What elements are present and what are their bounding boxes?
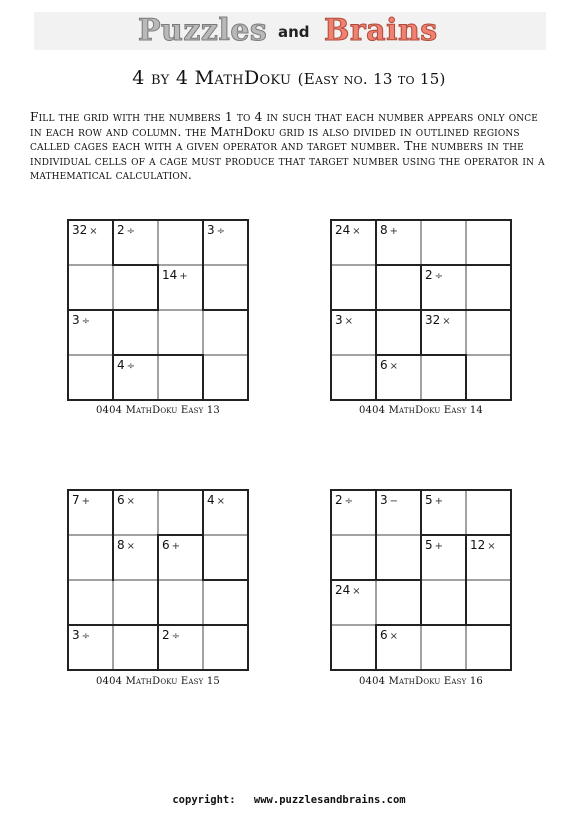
cage-clue: 6 × <box>380 358 399 372</box>
cage-clue: 32 × <box>72 223 98 237</box>
cage-clue: 2 ÷ <box>117 223 136 237</box>
site-banner <box>34 12 546 50</box>
cage-operator: × <box>389 361 399 372</box>
cage-operator: ÷ <box>434 271 444 282</box>
cage-clue: 5 + <box>425 538 444 552</box>
puzzle-svg-16 <box>331 490 511 670</box>
cage-operator: × <box>126 496 136 507</box>
puzzle-caption-15: 0404 MathDoku Easy 15 <box>95 676 220 687</box>
cage-clue: 3 × <box>335 313 354 327</box>
cage-clue: 3 − <box>380 493 399 507</box>
title-subtitle: (Easy no. 13 to 15) <box>297 70 446 88</box>
copyright-footer <box>0 794 578 806</box>
puzzle-caption-13: 0404 MathDoku Easy 13 <box>95 405 220 416</box>
puzzle-grid-15 <box>68 490 248 670</box>
puzzle-grid-16 <box>331 490 511 670</box>
puzzle-grid-13 <box>68 220 248 400</box>
cage-operator: ÷ <box>126 226 136 237</box>
cage-operator: × <box>89 226 98 237</box>
cage-clue: 2 ÷ <box>335 493 354 507</box>
puzzle-svg-14 <box>331 220 511 400</box>
cage-clue: 32 × <box>425 313 451 327</box>
cage-clue: 14 + <box>162 268 188 282</box>
cage-operator: ÷ <box>126 361 136 372</box>
cage-operator: × <box>352 586 361 597</box>
cage-clue: 2 ÷ <box>425 268 444 282</box>
cage-clue: 4 × <box>207 493 226 507</box>
cage-clue: 4 ÷ <box>117 358 136 372</box>
cage-clue: 6 + <box>162 538 181 552</box>
cage-operator: + <box>179 271 188 282</box>
cage-operator: × <box>126 541 136 552</box>
clue-layer <box>335 493 496 642</box>
logo-word-puzzles: Puzzles <box>138 13 268 48</box>
page-title <box>0 67 578 89</box>
cage-operator: − <box>389 496 399 507</box>
logo-word-brains: Brains <box>324 13 438 48</box>
title-main: 4 by 4 MathDoku <box>132 67 292 89</box>
cage-operator: ÷ <box>344 496 354 507</box>
cage-clue: 6 × <box>380 628 399 642</box>
cage-operator: + <box>434 496 444 507</box>
puzzle-caption-14: 0404 MathDoku Easy 14 <box>358 405 483 416</box>
cage-clue: 8 + <box>380 223 399 237</box>
puzzle-svg-15 <box>68 490 248 670</box>
cage-operator: + <box>389 226 399 237</box>
cage-operator: ÷ <box>171 631 181 642</box>
cage-clue: 6 × <box>117 493 136 507</box>
puzzle-grid-14 <box>331 220 511 400</box>
cage-operator: + <box>81 496 91 507</box>
instructions-text: Fill the grid with the numbers 1 to 4 in such that each number appears only once in each row and column. the MathDoku grid is also divided in outlined regions called cages each with a given operator and target number. The numbers in the individual cells of a cage must produce that target number using the operator in a mathematical calculation. <box>30 110 545 182</box>
cage-clue: 24 × <box>335 223 361 237</box>
cage-clue: 8 × <box>117 538 136 552</box>
cage-operator: × <box>487 541 496 552</box>
puzzle-caption-16: 0404 MathDoku Easy 16 <box>358 676 483 687</box>
copyright-label: copyright: <box>172 794 236 806</box>
cage-operator: ÷ <box>216 226 226 237</box>
cage-clue: 2 ÷ <box>162 628 181 642</box>
cage-operator: + <box>171 541 181 552</box>
copyright-site-link[interactable]: www.puzzlesandbrains.com <box>253 794 406 806</box>
cage-clue: 3 ÷ <box>72 628 91 642</box>
cage-clue: 12 × <box>470 538 496 552</box>
cage-operator: × <box>389 631 399 642</box>
cage-clue: 3 ÷ <box>207 223 226 237</box>
cage-operator: ÷ <box>81 316 91 327</box>
cage-operator: × <box>344 316 354 327</box>
cage-clue: 3 ÷ <box>72 313 91 327</box>
cage-clue: 7 + <box>72 493 91 507</box>
cage-operator: × <box>442 316 451 327</box>
logo-word-and: and <box>278 23 310 41</box>
cage-clue: 24 × <box>335 583 361 597</box>
cage-operator: ÷ <box>81 631 91 642</box>
cage-operator: + <box>434 541 444 552</box>
cage-operator: × <box>352 226 361 237</box>
clue-layer <box>335 223 451 372</box>
cage-operator: × <box>216 496 226 507</box>
cage-clue: 5 + <box>425 493 444 507</box>
puzzle-svg-13 <box>68 220 248 400</box>
